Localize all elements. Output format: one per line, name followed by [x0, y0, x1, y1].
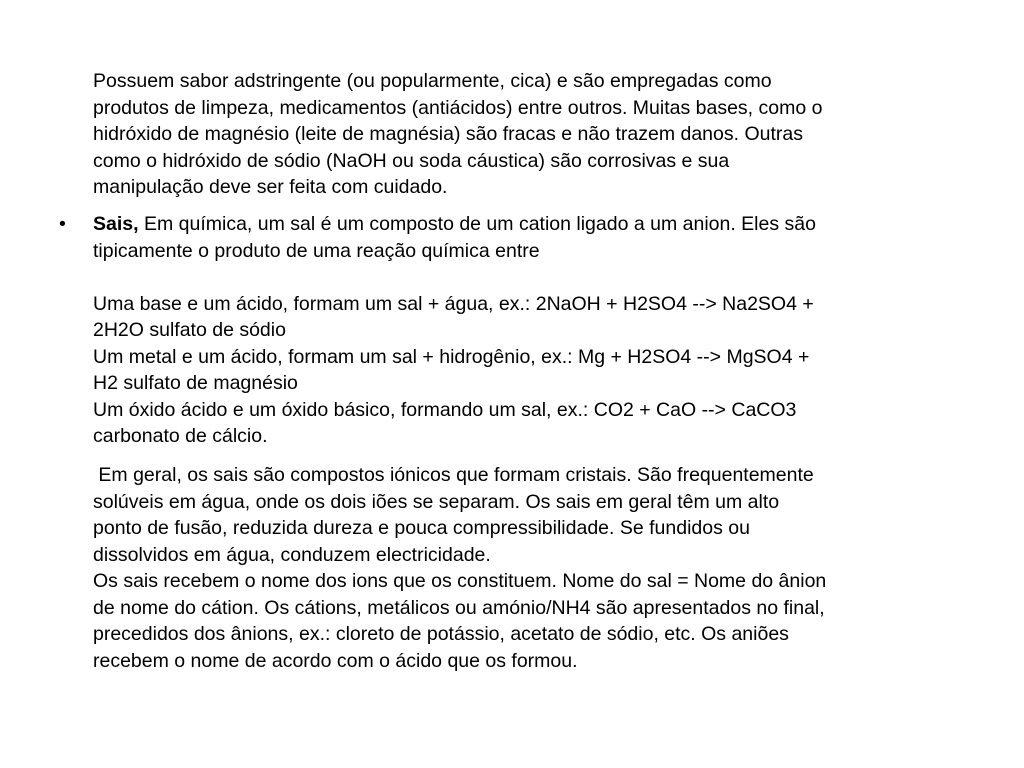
sais-properties-line: Os sais recebem o nome dos ions que os constituem. Nome do sal = Nome do ânion: [93, 570, 827, 592]
sais-intro-line: tipicamente o produto de uma reação química entre: [93, 239, 540, 262]
sais-properties-line: de nome do cátion. Os cátions, metálicos ou amónio/NH4 são apresentados no final,: [93, 596, 825, 619]
sais-term: Sais,: [93, 213, 139, 235]
sais-properties-line: solúveis em água, onde os dois iões se separam. Os sais em geral têm um alto: [93, 490, 780, 513]
sais-properties-line: Em geral, os sais são compostos iónicos que formam cristais. São frequentemente: [93, 464, 814, 486]
sais-properties-paragraph: [93, 462, 963, 674]
sais-example-line: H2 sulfato de magnésio: [93, 372, 298, 394]
sais-example-line: Um metal e um ácido, formam um sal + hidrogênio, ex.: Mg + H2SO4 --> MgSO4 +: [93, 345, 810, 368]
sais-properties-line: precedidos dos ânions, ex.: cloreto de potássio, acetato de sódio, etc. Os aniões: [93, 623, 789, 645]
bases-line: como o hidróxido de sódio (NaOH ou soda cáustica) são corrosivas e sua: [93, 149, 730, 172]
bases-line: produtos de limpeza, medicamentos (antiácidos) entre outros. Muitas bases, como o: [93, 96, 823, 119]
sais-intro-line: [93, 211, 963, 238]
bases-paragraph: [93, 68, 963, 201]
sais-item: [93, 211, 963, 450]
bases-line: hidróxido de magnésio (leite de magnésia) são fracas e não trazem danos. Outras: [93, 123, 803, 145]
bases-line: Possuem sabor adstringente (ou popularmente, cica) e são empregadas como: [93, 70, 772, 92]
sais-example-line: Uma base e um ácido, formam um sal + água, ex.: 2NaOH + H2SO4 --> Na2SO4 +: [93, 292, 814, 315]
blank-line: [93, 264, 963, 291]
sais-properties-line: recebem o nome de acordo com o ácido que os formou.: [93, 649, 578, 672]
bases-line: manipulação deve ser feita com cuidado.: [93, 176, 448, 198]
sais-properties-line: dissolvidos em água, conduzem electricidade.: [93, 543, 491, 566]
sais-example-line: carbonato de cálcio.: [93, 425, 268, 447]
sais-intro-text: Em química, um sal é um composto de um cation ligado a um anion. Eles são: [138, 213, 816, 235]
sais-example-line: 2H2O sulfato de sódio: [93, 319, 286, 341]
sais-properties-line: ponto de fusão, reduzida dureza e pouca compressibilidade. Se fundidos ou: [93, 517, 750, 539]
sais-example-line: Um óxido ácido e um óxido básico, formando um sal, ex.: CO2 + CaO --> CaCO3: [93, 398, 797, 421]
bullet-marker: •: [59, 213, 66, 235]
